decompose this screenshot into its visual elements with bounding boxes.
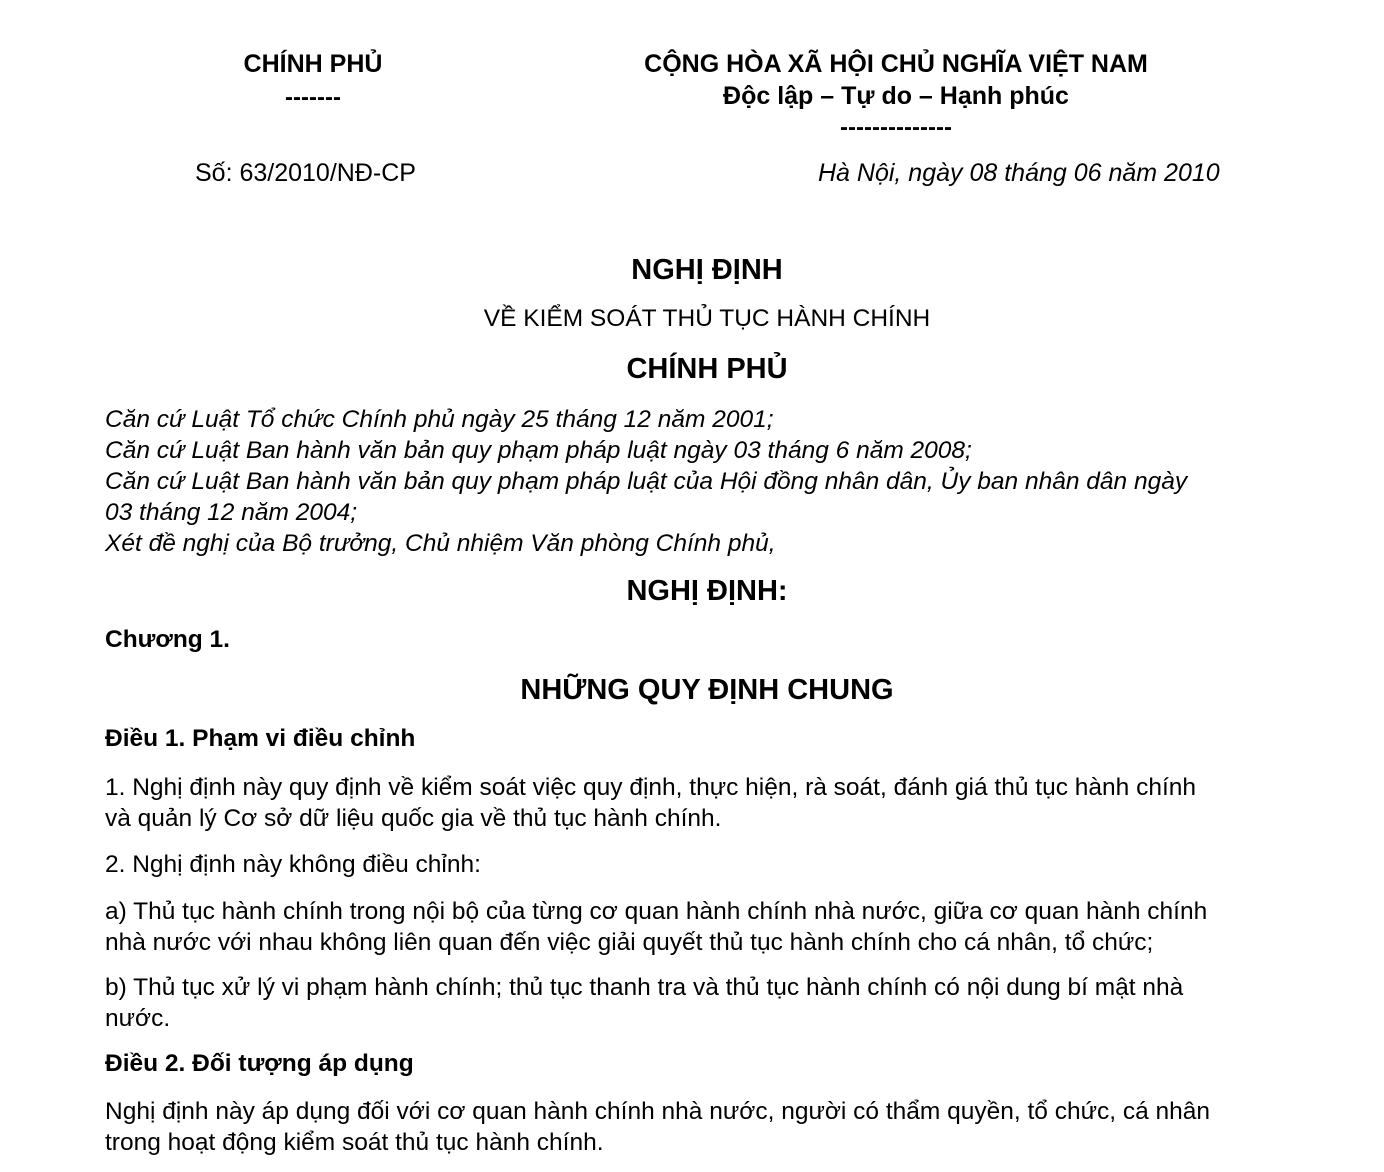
- chapter-label: Chương 1.: [105, 626, 230, 653]
- article-paragraph: [105, 1096, 1325, 1158]
- preamble-line: 03 tháng 12 năm 2004;: [105, 499, 358, 526]
- preamble: [105, 404, 1325, 559]
- paragraph-line: a) Thủ tục hành chính trong nội bộ của từng cơ quan hành chính nhà nước, giữa cơ quan hành chính: [105, 898, 1208, 925]
- paragraph-line: b) Thủ tục xử lý vi phạm hành chính; thủ tục thanh tra và thủ tục hành chính có nội dung bí mật nhà: [105, 974, 1184, 1001]
- article-paragraph: [105, 896, 1325, 958]
- place-and-date: Hà Nội, ngày 08 tháng 06 năm 2010: [818, 159, 1220, 187]
- document-subject: VỀ KIỂM SOÁT THỦ TỤC HÀNH CHÍNH: [483, 305, 931, 332]
- document-type-title: NGHỊ ĐỊNH: [631, 254, 783, 286]
- preamble-line: Căn cứ Luật Ban hành văn bản quy phạm pháp luật của Hội đồng nhân dân, Ủy ban nhân dân ngày: [105, 468, 1188, 495]
- paragraph-line: Nghị định này áp dụng đối với cơ quan hành chính nhà nước, người có thẩm quyền, tổ chức, cá nhân: [105, 1098, 1211, 1125]
- motto-divider: --------------: [840, 114, 952, 141]
- paragraph-line: nước.: [105, 1005, 171, 1032]
- issuing-authority: CHÍNH PHỦ: [626, 353, 788, 385]
- article-paragraph: [105, 849, 1325, 880]
- chapter-title: NHỮNG QUY ĐỊNH CHUNG: [520, 674, 894, 706]
- nation-name: CỘNG HÒA XÃ HỘI CHỦ NGHĨA VIỆT NAM: [644, 50, 1148, 78]
- paragraph-line: 2. Nghị định này không điều chỉnh:: [105, 851, 481, 878]
- paragraph-line: trong hoạt động kiểm soát thủ tục hành chính.: [105, 1129, 604, 1156]
- article-heading: Điều 1. Phạm vi điều chỉnh: [105, 725, 416, 752]
- preamble-line: Xét đề nghị của Bộ trưởng, Chủ nhiệm Văn phòng Chính phủ,: [105, 530, 776, 557]
- preamble-line: Căn cứ Luật Ban hành văn bản quy phạm pháp luật ngày 03 tháng 6 năm 2008;: [105, 437, 972, 464]
- issuer-divider: -------: [285, 84, 341, 111]
- paragraph-line: và quản lý Cơ sở dữ liệu quốc gia về thủ tục hành chính.: [105, 805, 722, 832]
- decree-heading: NGHỊ ĐỊNH:: [626, 575, 788, 607]
- preamble-line: Căn cứ Luật Tổ chức Chính phủ ngày 25 tháng 12 năm 2001;: [105, 406, 774, 433]
- article-paragraph: [105, 972, 1325, 1034]
- document-number: Số: 63/2010/NĐ-CP: [195, 159, 416, 187]
- issuer-name: CHÍNH PHỦ: [243, 50, 383, 78]
- national-motto: Độc lập – Tự do – Hạnh phúc: [723, 82, 1069, 110]
- article-heading: Điều 2. Đối tượng áp dụng: [105, 1050, 414, 1077]
- article-paragraph: [105, 772, 1325, 834]
- paragraph-line: nhà nước với nhau không liên quan đến việc giải quyết thủ tục hành chính cho cá nhân, tổ chức;: [105, 929, 1154, 956]
- paragraph-line: 1. Nghị định này quy định về kiểm soát việc quy định, thực hiện, rà soát, đánh giá thủ tục hành chính: [105, 774, 1197, 801]
